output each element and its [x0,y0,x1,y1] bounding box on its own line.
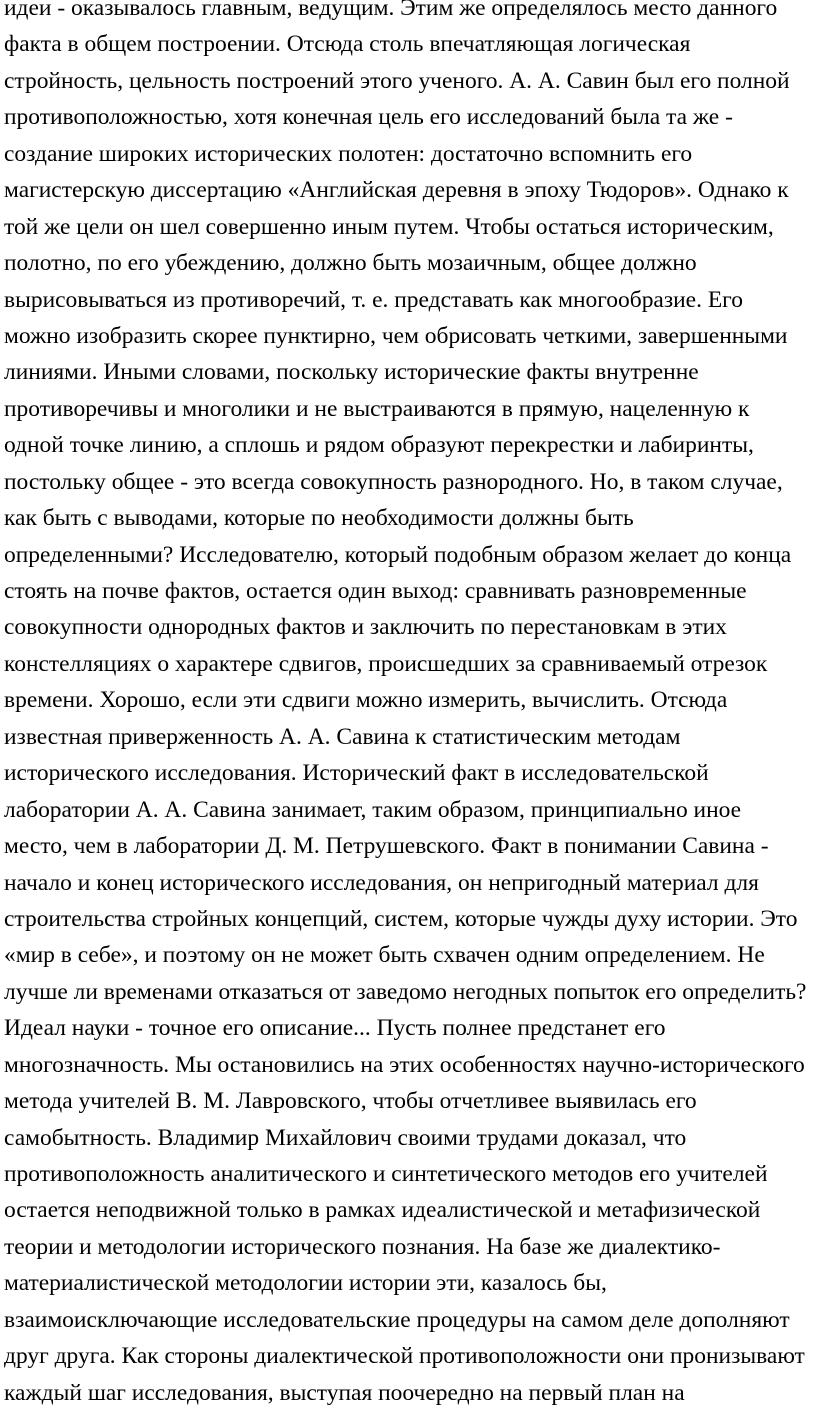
document-page [4,0,816,1411]
text-line: магистерскую диссертацию «Английская деревня в эпоху Тюдоров». Однако к [4,177,789,204]
text-line: «мир в себе», и поэтому он не может быть схвачен одним определением. Не [4,942,765,969]
text-line: вырисовываться из противоречий, т. е. представать как многообразие. Его [4,286,743,313]
text-line: противоположностью, хотя конечная цель его исследований была та же - [4,104,733,131]
text-line: одной точке линию, а сплошь и рядом образуют перекрестки и лабиринты, [4,432,754,459]
text-line: Идеал науки - точное его описание... Пусть полнее предстанет его [4,1015,666,1042]
text-line: можно изобразить скорее пунктирно, чем обрисовать четкими, завершенными [4,322,788,349]
text-line: лучше ли временами отказаться от заведомо негодных попыток его определить? [4,978,807,1005]
text-line: констелляциях о характере сдвигов, происшедших за сравниваемый отрезок [4,650,768,677]
text-line: теории и методологии исторического познания. На базе же диалектико- [4,1233,721,1260]
text-line: материалистической методологии истории эти, казалось бы, [4,1270,607,1297]
text-line: полотно, по его убеждению, должно быть мозаичным, общее должно [4,250,697,277]
text-line: лаборатории А. А. Савина занимает, таким образом, принципиально иное [4,796,742,823]
text-line: факта в общем построении. Отсюда столь впечатляющая логическая [4,31,691,58]
text-line: друг друга. Как стороны диалектической противоположности они пронизывают [4,1343,805,1370]
text-line: времени. Хорошо, если эти сдвиги можно измерить, вычислить. Отсюда [4,687,728,714]
text-line: стоять на почве фактов, остается один выход: сравнивать разновременные [4,578,747,604]
text-line: самобытность. Владимир Михайлович своими трудами доказал, что [4,1124,687,1151]
text-line: создание широких исторических полотен: достаточно вспомнить его [4,140,693,167]
text-line: место, чем в лаборатории Д. М. Петрушевского. Факт в понимании Савина - [4,833,769,860]
text-line: остается неподвижной только в рамках идеалистической и метафизической [4,1197,761,1224]
text-line: той же цели он шел совершенно иным путем. Чтобы остаться историческим, [4,213,774,240]
text-line: начало и конец исторического исследования, он непригодный материал для [4,869,759,896]
text-line: линиями. Иными словами, поскольку исторические факты внутренне [4,359,699,386]
text-line: постольку общее - это всегда совокупность разнородного. Но, в таком случае, [4,468,783,495]
body-text [4,0,816,1411]
text-line: противоположность аналитического и синтетического методов его учителей [4,1161,768,1187]
text-line: многозначность. Мы остановились на этих особенностях научно-исторического [4,1051,805,1078]
text-line: определенными? Исследователю, который подобным образом желает до конца [4,541,792,568]
text-line: идеи - оказывалось главным, ведущим. Этим же определялось место данного [4,0,778,21]
text-line: стройность, цельность построений этого ученого. А. А. Савин был его полной [4,67,790,94]
text-line: каждый шаг исследования, выступая поочередно на первый план на [4,1379,685,1406]
text-line: известная приверженность А. А. Савина к статистическим методам [4,723,681,750]
text-line: строительства стройных концепций, систем, которые чужды духу истории. Это [4,905,798,932]
text-line: исторического исследования. Исторический факт в исследовательской [4,760,709,787]
text-line: как быть с выводами, которые по необходимости должны быть [4,505,634,532]
text-line: совокупности однородных фактов и заключить по перестановкам в этих [4,614,727,641]
text-line: взаимоисключающие исследовательские процедуры на самом деле дополняют [4,1306,790,1333]
text-line: противоречивы и многолики и не выстраиваются в прямую, нацеленную к [4,395,750,422]
text-line: метода учителей В. М. Лавровского, чтобы отчетливее выявилась его [4,1088,697,1115]
